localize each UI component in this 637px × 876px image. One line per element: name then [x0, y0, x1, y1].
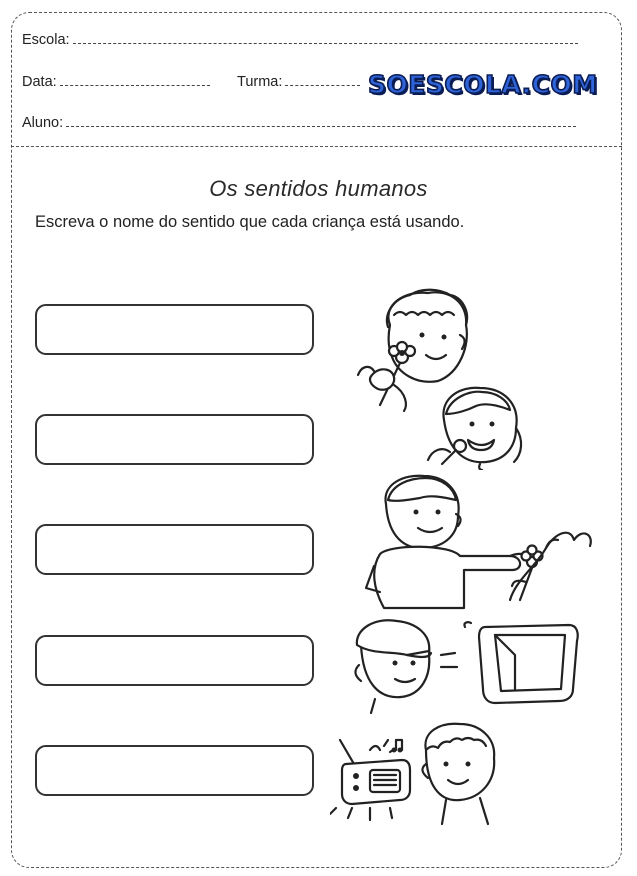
answer-box-4[interactable]: [35, 635, 314, 686]
site-logo: SOESCOLA.COM: [368, 70, 598, 99]
worksheet-title: Os sentidos humanos: [209, 176, 428, 201]
class-field[interactable]: [237, 74, 360, 90]
school-label: Escola:: [22, 32, 70, 48]
answer-box-2[interactable]: [35, 414, 314, 465]
answer-box-3[interactable]: [35, 524, 314, 575]
boy-watching-tv-illustration: [345, 615, 585, 715]
answer-box-5[interactable]: [35, 745, 314, 796]
student-label: Aluno:: [22, 115, 64, 131]
school-line[interactable]: [73, 43, 578, 44]
class-label: Turma:: [237, 74, 283, 90]
girl-tasting-lollipop-illustration: [420, 380, 540, 470]
student-line[interactable]: [66, 126, 576, 127]
class-line[interactable]: [285, 85, 360, 86]
school-field[interactable]: [22, 32, 578, 48]
student-field[interactable]: [22, 115, 576, 131]
date-line[interactable]: [60, 85, 210, 86]
worksheet-instruction: Escreva o nome do sentido que cada criança está usando.: [35, 213, 465, 231]
header-divider: [11, 146, 622, 147]
boy-touching-plant-illustration: [360, 470, 600, 610]
boy-listening-radio-illustration: [330, 720, 600, 830]
answer-box-1[interactable]: [35, 304, 314, 355]
date-field[interactable]: [22, 74, 210, 90]
date-label: Data:: [22, 74, 57, 90]
